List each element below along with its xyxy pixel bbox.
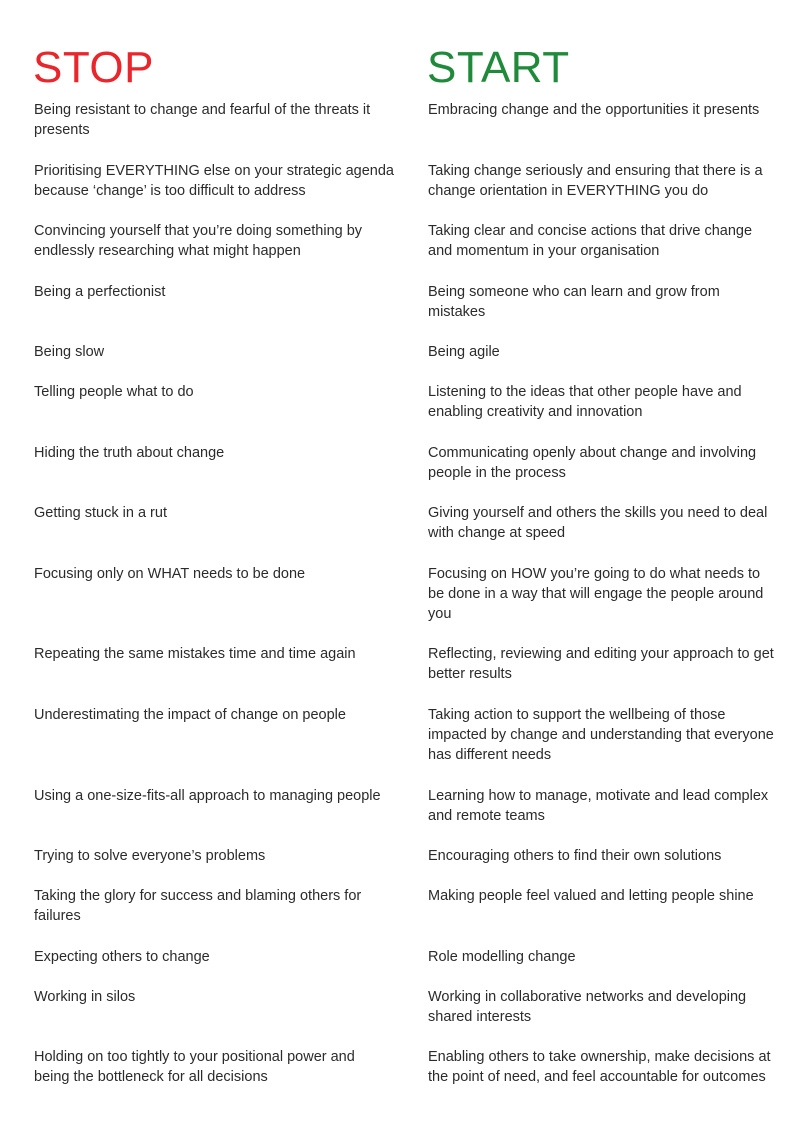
stop-item: Prioritising EVERYTHING else on your strategic agenda because ‘change’ is too difficult to address — [34, 163, 394, 199]
stop-item: Trying to solve everyone’s problems — [34, 848, 266, 864]
start-item: Reflecting, reviewing and editing your approach to get better results — [428, 646, 774, 682]
start-item: Being agile — [428, 344, 500, 360]
stop-item: Working in silos — [34, 989, 136, 1005]
start-item: Learning how to manage, motivate and lead complex and remote teams — [428, 788, 769, 824]
stop-item: Being a perfectionist — [34, 284, 166, 300]
start-item: Working in collaborative networks and developing shared interests — [428, 989, 747, 1025]
start-item: Embracing change and the opportunities it presents — [428, 102, 760, 118]
start-item: Communicating openly about change and involving people in the process — [428, 445, 757, 481]
stop-item: Taking the glory for success and blaming others for failures — [34, 888, 362, 924]
start-item: Enabling others to take ownership, make decisions at the point of need, and feel accountable for outcomes — [428, 1049, 771, 1085]
stop-item: Holding on too tightly to your positional power and being the bottleneck for all decisions — [34, 1049, 355, 1085]
start-item: Listening to the ideas that other people have and enabling creativity and innovation — [428, 384, 742, 420]
stop-heading: STOP — [33, 43, 155, 92]
stop-item: Being slow — [34, 344, 105, 360]
stop-item: Being resistant to change and fearful of the threats it presents — [34, 102, 371, 138]
start-item: Giving yourself and others the skills you need to deal with change at speed — [428, 505, 768, 541]
stop-item: Telling people what to do — [34, 384, 194, 400]
start-item: Taking action to support the wellbeing of those impacted by change and understanding that everyone has different needs — [428, 707, 774, 763]
stop-item: Repeating the same mistakes time and time again — [34, 646, 356, 662]
start-item: Focusing on HOW you’re going to do what needs to be done in a way that will engage the people around you — [428, 566, 764, 622]
start-heading: START — [427, 43, 570, 92]
stop-item: Expecting others to change — [34, 949, 210, 965]
start-item: Encouraging others to find their own solutions — [428, 848, 722, 864]
stop-item: Using a one-size-fits-all approach to managing people — [34, 788, 381, 804]
stop-item: Hiding the truth about change — [34, 445, 225, 461]
start-item: Making people feel valued and letting people shine — [428, 888, 754, 904]
start-item: Role modelling change — [428, 949, 576, 965]
stop-item: Underestimating the impact of change on people — [34, 707, 346, 723]
start-item: Taking change seriously and ensuring that there is a change orientation in EVERYTHING you do — [428, 163, 763, 199]
start-item: Taking clear and concise actions that drive change and momentum in your organisation — [428, 223, 753, 259]
start-item: Being someone who can learn and grow from mistakes — [428, 284, 720, 320]
stop-item: Convincing yourself that you’re doing something by endlessly researching what might happen — [34, 223, 363, 259]
stop-item: Getting stuck in a rut — [34, 505, 167, 521]
stop-item: Focusing only on WHAT needs to be done — [34, 566, 306, 582]
